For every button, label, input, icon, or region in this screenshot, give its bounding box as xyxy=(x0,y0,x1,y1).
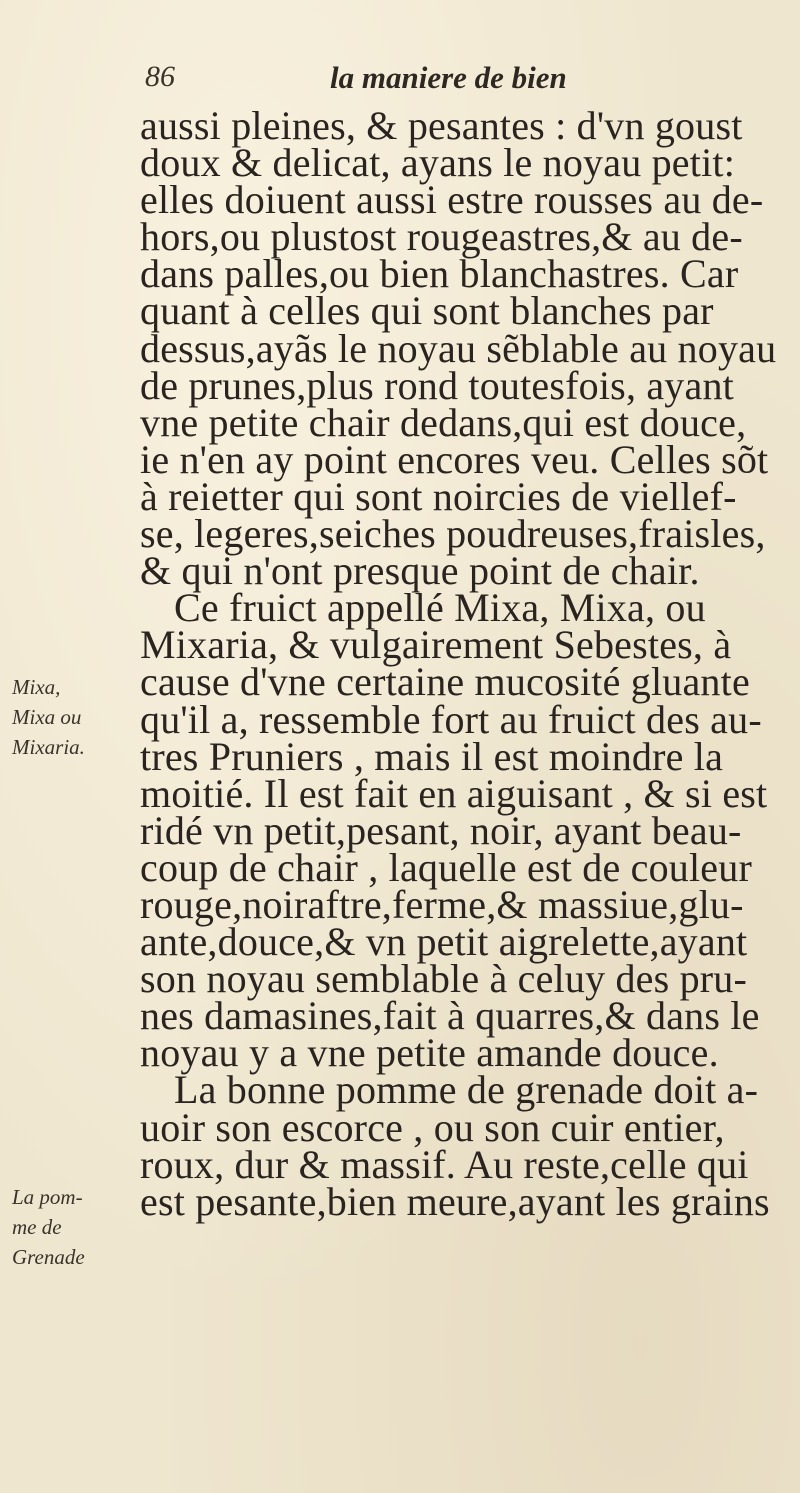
body-text xyxy=(140,103,780,1224)
paragraph-start-line: Ce fruict appellé Mixa, Mixa, ou xyxy=(174,585,706,631)
text-line: uoir son escorce , ou son cuir entier, xyxy=(140,1104,725,1150)
margin-note-line: me de xyxy=(12,1215,62,1239)
running-head: la maniere de bien xyxy=(330,60,567,95)
margin-note-line: Grenade xyxy=(12,1245,85,1269)
text-line: ante,douce,& vn petit aigrelette,ayant xyxy=(140,919,748,965)
margin-note-grenade xyxy=(12,1182,85,1272)
paragraph-start-line: La bonne pomme de grenade doit a- xyxy=(174,1067,759,1113)
text-line: quant à celles qui sont blanches par xyxy=(140,288,714,334)
text-line: ridé vn petit,pesant, noir, ayant beau- xyxy=(140,807,742,853)
text-line: noyau y a vne petite amande douce. xyxy=(140,1030,719,1076)
text-line: son noyau semblable à celuy des pru- xyxy=(140,956,748,1002)
margin-note-line: Mixa, xyxy=(12,675,61,699)
text-line: rouge,noiraftre,ferme,& massiue,glu- xyxy=(140,881,744,927)
text-line: à reietter qui sont noircies de viellef- xyxy=(140,473,737,519)
text-line: roux, dur & massif. Au reste,celle qui xyxy=(140,1141,749,1187)
text-line: se, legeres,seiches poudreuses,fraisles, xyxy=(140,511,766,557)
text-line: Mixaria, & vulgairement Sebestes, à xyxy=(140,622,732,668)
page-header xyxy=(145,60,565,100)
margin-note-mixa xyxy=(12,672,85,762)
text-line: hors,ou plustost rougeastres,& au de- xyxy=(140,214,743,260)
text-line: dessus,ayãs le noyau sẽblable au noyau xyxy=(140,325,777,371)
page-number: 86 xyxy=(145,60,175,93)
text-line: cause d'vne certaine mucosité gluante xyxy=(140,659,750,705)
text-line: ie n'en ay point encores veu. Celles sõt xyxy=(140,436,769,482)
text-line: tres Pruniers , mais il est moindre la xyxy=(140,733,724,779)
margin-note-line: La pom- xyxy=(12,1185,83,1209)
margin-note-line: Mixa ou xyxy=(12,705,82,729)
text-line: nes damasines,fait à quarres,& dans le xyxy=(140,993,760,1039)
text-line: aussi pleines, & pesantes : d'vn goust xyxy=(140,103,743,148)
text-line: qu'il a, ressemble fort au fruict des au- xyxy=(140,696,762,742)
text-line: elles doiuent aussi estre rousses au de- xyxy=(140,177,764,223)
margin-note-line: Mixaria. xyxy=(12,735,85,759)
text-line: & qui n'ont presque point de chair. xyxy=(140,548,700,594)
text-line: doux & delicat, ayans le noyau petit: xyxy=(140,140,736,186)
text-line: dans palles,ou bien blanchastres. Car xyxy=(140,251,739,297)
text-line: vne petite chair dedans,qui est douce, xyxy=(140,399,747,445)
text-line: est pesante,bien meure,ayant les grains xyxy=(140,1178,770,1224)
text-line: moitié. Il est fait en aiguisant , & si est xyxy=(140,770,768,816)
text-line: de prunes,plus rond toutesfois, ayant xyxy=(140,362,734,408)
text-line: coup de chair , laquelle est de couleur xyxy=(140,844,752,890)
